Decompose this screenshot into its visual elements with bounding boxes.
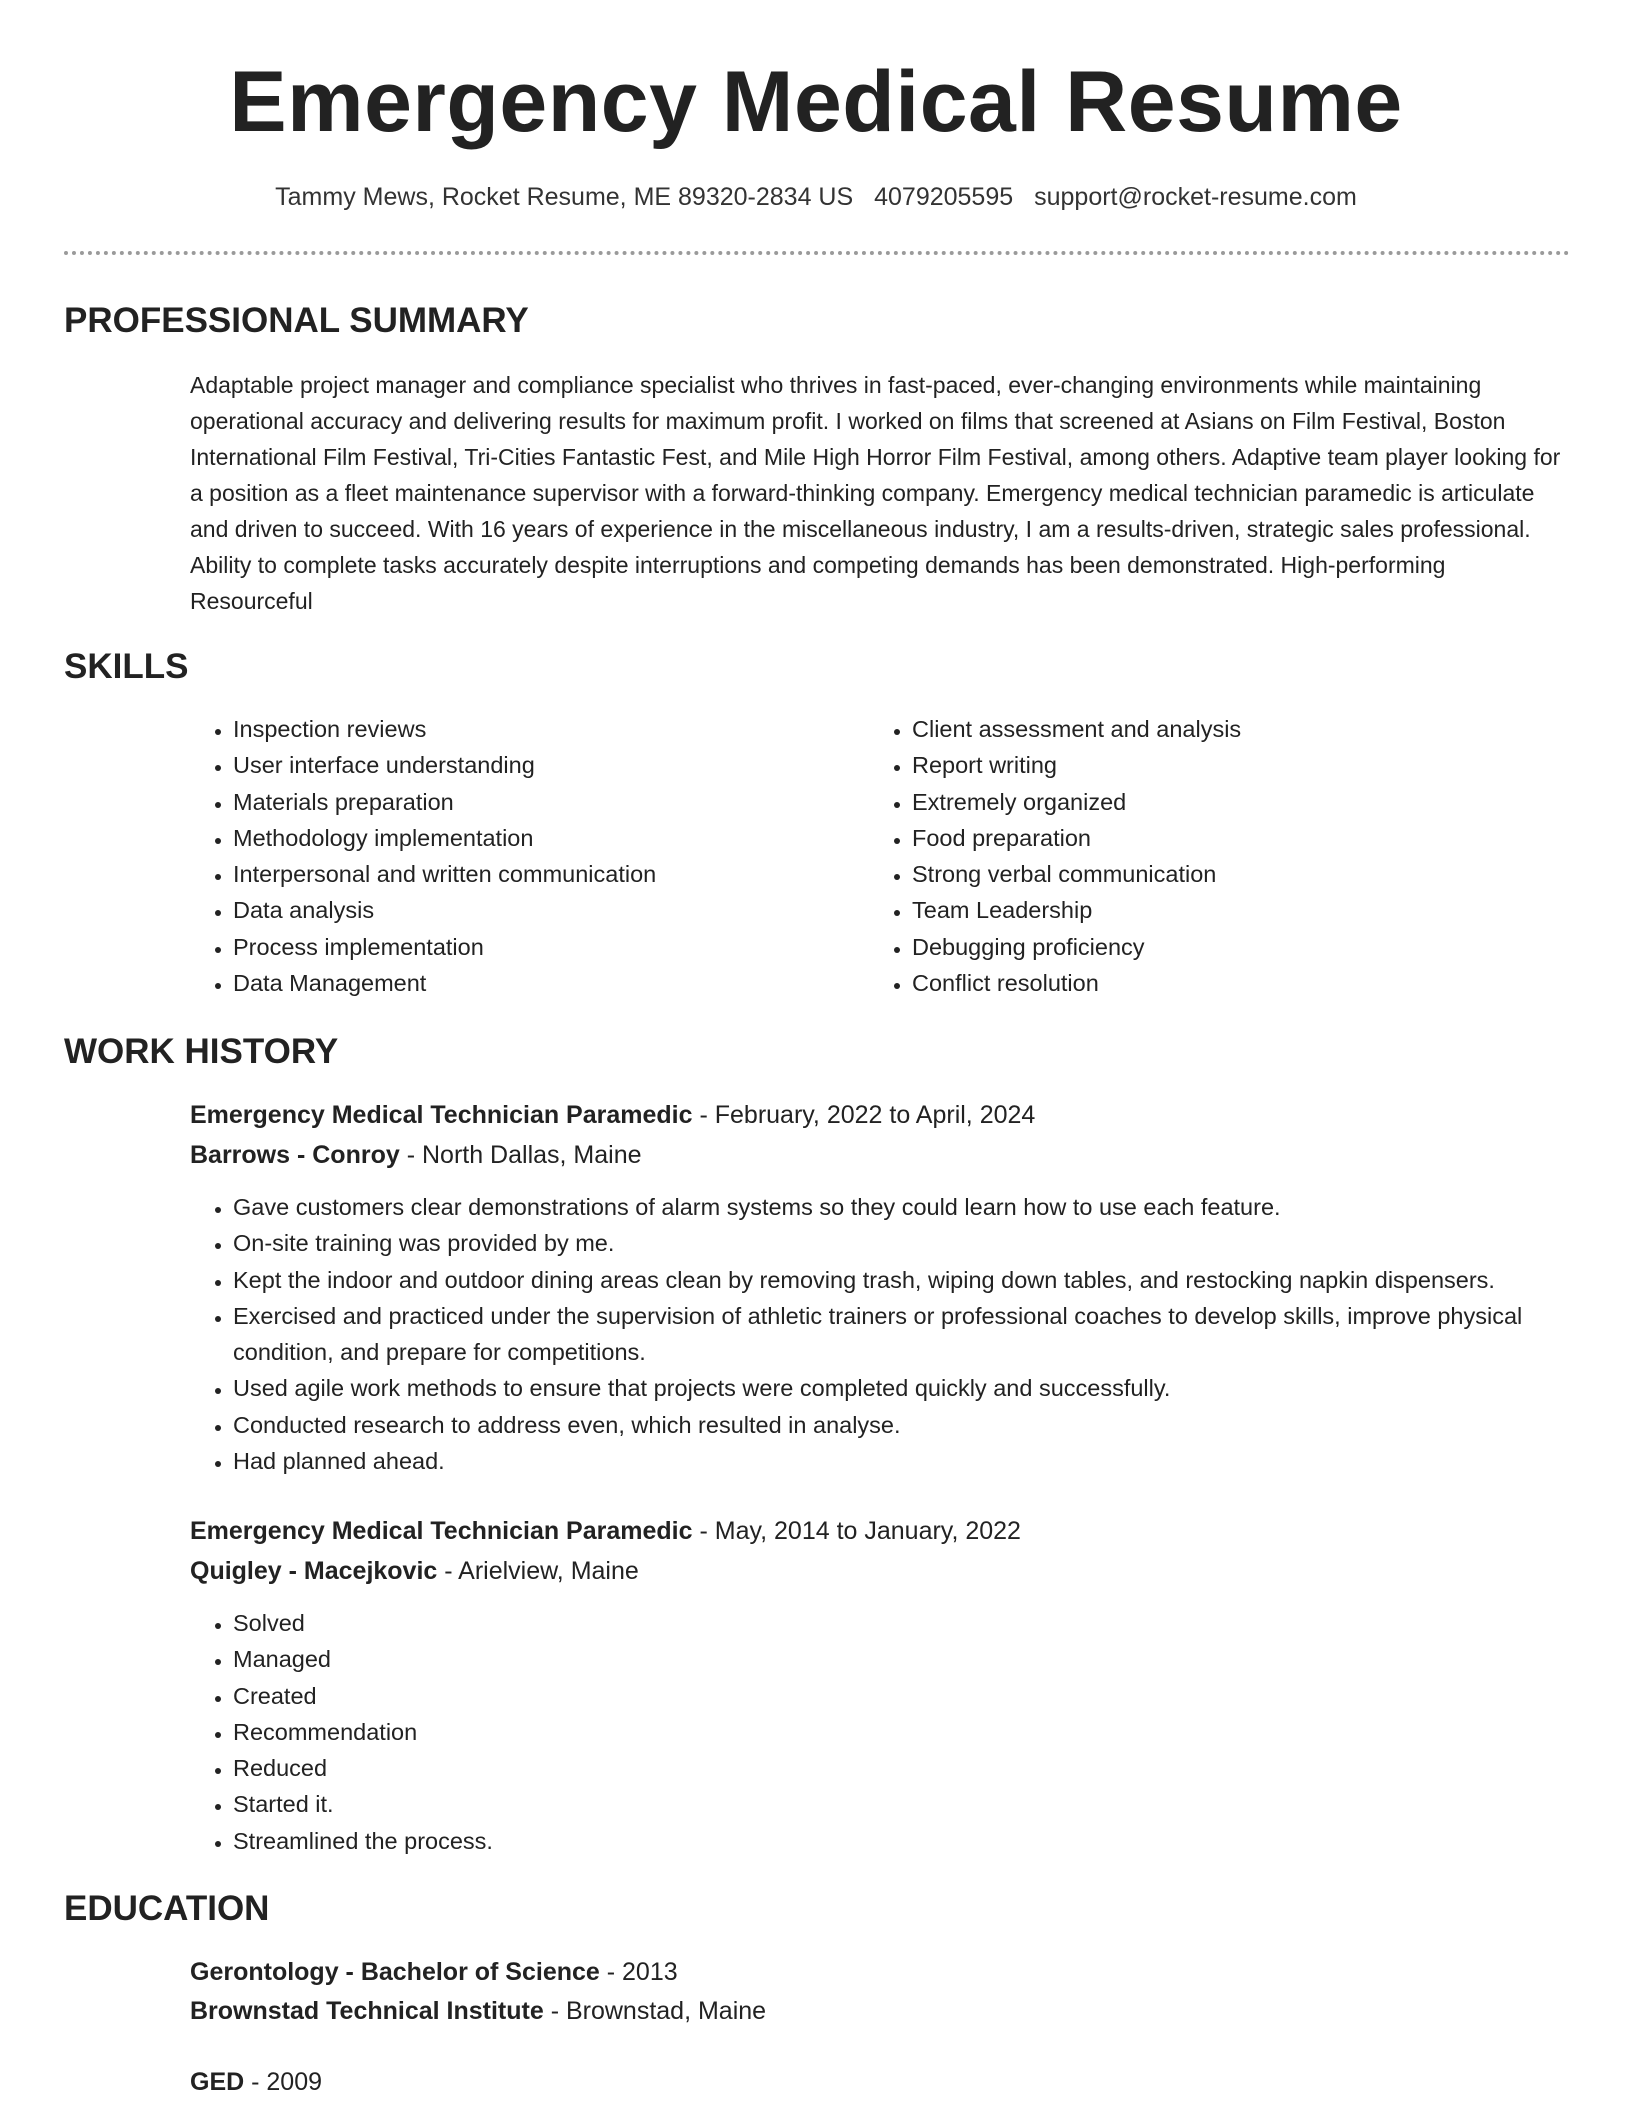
section-title-work: WORK HISTORY: [64, 1032, 339, 1071]
job-bullet: • Reduced: [233, 1750, 1623, 1786]
contact-email: support@rocket-resume.com: [1034, 183, 1357, 211]
job-bullet: • Started it.: [233, 1786, 1623, 1822]
job-company: Barrows - Conroy: [190, 1141, 400, 1169]
job-position: Emergency Medical Technician Paramedic: [190, 1101, 693, 1129]
skills-list-left: [189, 711, 853, 1001]
contact-line: [0, 180, 1632, 214]
skill-item: • Data analysis: [233, 892, 853, 928]
job-bullets: [189, 1189, 1623, 1479]
job-company: Quigley - Macejkovic: [190, 1557, 438, 1585]
education-degree-line: [190, 2065, 322, 2099]
skill-item: • Materials preparation: [233, 784, 853, 820]
education-year: - 2009: [244, 2068, 323, 2096]
job-bullet: • Gave customers clear demonstrations of alarm systems so they could learn how to use each feature.: [233, 1189, 1623, 1225]
job-bullet: • Had planned ahead.: [233, 1443, 1623, 1479]
skill-item: • Process implementation: [233, 929, 853, 965]
skill-item: • Conflict resolution: [912, 965, 1532, 1001]
job-title-line: [190, 1514, 1021, 1548]
job-bullet: • Managed: [233, 1641, 1623, 1677]
header-divider: [64, 251, 1570, 255]
job-company-line: [190, 1554, 639, 1588]
education-school-line: [190, 1994, 766, 2028]
job-bullet: • On-site training was provided by me.: [233, 1225, 1623, 1261]
job-position: Emergency Medical Technician Paramedic: [190, 1517, 693, 1545]
section-title-education: EDUCATION: [64, 1889, 270, 1928]
skills-list-right: [868, 711, 1532, 1001]
skill-item: • Client assessment and analysis: [912, 711, 1532, 747]
skill-item: • Extremely organized: [912, 784, 1532, 820]
skill-item: • Interpersonal and written communication: [233, 856, 853, 892]
education-year: - 2013: [599, 1958, 678, 1986]
skill-item: • Strong verbal communication: [912, 856, 1532, 892]
job-title-line: [190, 1098, 1035, 1132]
job-dates: - May, 2014 to January, 2022: [692, 1517, 1021, 1545]
education-degree-line: [190, 1955, 678, 1989]
job-bullet: • Kept the indoor and outdoor dining areas clean by removing trash, wiping down tables, and restocking napkin dispensers.: [233, 1262, 1623, 1298]
skill-item: • User interface understanding: [233, 747, 853, 783]
job-bullet: • Solved: [233, 1605, 1623, 1641]
job-bullet: • Used agile work methods to ensure that projects were completed quickly and successfully.: [233, 1370, 1623, 1406]
skill-item: • Inspection reviews: [233, 711, 853, 747]
job-bullet: • Exercised and practiced under the supervision of athletic trainers or professional coaches to develop skills, improve physical condition, and prepare for competitions.: [233, 1298, 1623, 1371]
skill-item: • Methodology implementation: [233, 820, 853, 856]
job-bullet: • Created: [233, 1678, 1623, 1714]
skill-item: • Team Leadership: [912, 892, 1532, 928]
contact-phone: 4079205595: [874, 183, 1014, 211]
job-bullets: [189, 1605, 1623, 1859]
job-bullet: • Recommendation: [233, 1714, 1623, 1750]
education-school: Brownstad Technical Institute: [190, 1997, 544, 2025]
summary-text: Adaptable project manager and compliance specialist who thrives in fast-paced, ever-changing environments while maintaining operational accuracy and delivering results for maximum profit. I worked on films that screened at Asians on Film Festival, Boston International Film Festival, Tri-Cities Fantastic Fest, and Mile High Horror Film Festival, among others. Adaptive team player looking for a position as a fleet maintenance supervisor with a forward-thinking company. Emergency medical technician paramedic is articulate and driven to succeed. With 16 years of experience in the miscellaneous industry, I am a results-driven, strategic sales professional. Ability to complete tasks accurately despite interruptions and competing demands has been demonstrated. High-performing Resourceful: [190, 372, 1561, 614]
job-location: - North Dallas, Maine: [399, 1141, 642, 1169]
resume-title: Emergency Medical Resume: [229, 54, 1403, 150]
education-degree: Gerontology - Bachelor of Science: [190, 1958, 600, 1986]
skill-item: • Food preparation: [912, 820, 1532, 856]
section-title-summary: PROFESSIONAL SUMMARY: [64, 301, 529, 340]
job-bullet: • Conducted research to address even, which resulted in analyse.: [233, 1407, 1623, 1443]
contact-address: Tammy Mews, Rocket Resume, ME 89320-2834 US: [275, 183, 854, 211]
job-dates: - February, 2022 to April, 2024: [692, 1101, 1036, 1129]
education-degree: GED: [190, 2068, 245, 2096]
job-bullet: • Streamlined the process.: [233, 1823, 1623, 1859]
job-company-line: [190, 1138, 642, 1172]
education-location: - Brownstad, Maine: [543, 1997, 767, 2025]
job-location: - Arielview, Maine: [437, 1557, 639, 1585]
skill-item: • Debugging proficiency: [912, 929, 1532, 965]
section-title-skills: SKILLS: [64, 647, 189, 686]
skill-item: • Data Management: [233, 965, 853, 1001]
skill-item: • Report writing: [912, 747, 1532, 783]
